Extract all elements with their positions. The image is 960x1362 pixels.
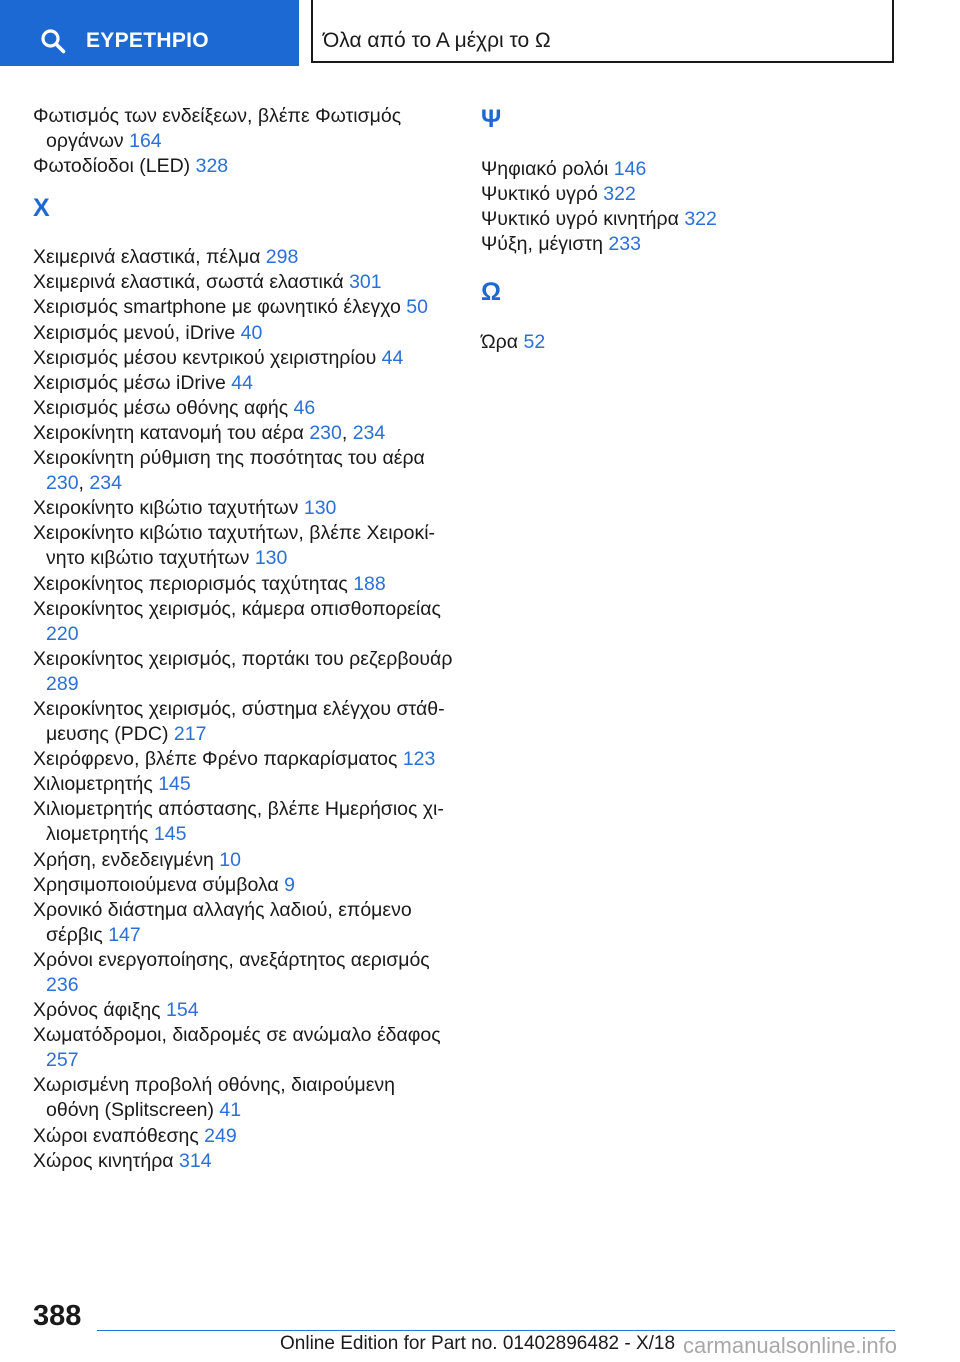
index-entry-term: Χωρισμένη προβολή οθόνης, διαιρούμενη οθόνη (Splitscreen)	[33, 1074, 396, 1122]
page-link[interactable]: 249	[204, 1124, 237, 1147]
index-entry-term: Χειρισμός smartphone με φωνητικό έλεγχο	[33, 296, 401, 319]
index-entry	[33, 104, 453, 154]
page-link[interactable]: 145	[158, 773, 191, 796]
index-entry	[33, 496, 453, 521]
index-entry	[33, 572, 453, 597]
search-icon	[40, 28, 66, 54]
index-entry-term: Χειρισμός μενού, iDrive	[33, 321, 236, 344]
page-link[interactable]: 123	[402, 748, 436, 771]
index-entry-term: Ψυκτικό υγρό	[481, 183, 598, 206]
page-link[interactable]: 322	[603, 183, 636, 206]
page-link[interactable]: 314	[179, 1149, 212, 1172]
index-entry-term: Χειρόφρενο, βλέπε Φρένο παρκαρίσματος	[33, 748, 398, 771]
index-entry: Χειροκίνητη ρύθμιση της ποσότητας του αέρα 230, 234	[33, 447, 425, 495]
index-entry	[33, 346, 453, 371]
index-entry	[33, 295, 453, 320]
index-entry-term: Χειρισμός μέσου κεντρικού χειριστηρίου	[33, 346, 377, 369]
index-entry	[33, 873, 453, 898]
page-link[interactable]: 220	[46, 622, 79, 645]
index-entry	[33, 948, 453, 998]
page-link[interactable]: 40	[240, 321, 263, 344]
page-link[interactable]: 130	[303, 497, 337, 520]
index-entry	[33, 1073, 453, 1123]
page-link[interactable]: 50	[406, 296, 428, 319]
page-link[interactable]: 236	[46, 974, 79, 996]
index-entry	[33, 270, 453, 295]
index-entry	[33, 154, 453, 179]
page-link[interactable]: 44	[231, 371, 253, 394]
page-link[interactable]: 188	[353, 572, 386, 595]
index-entry-term: Ψηφιακό ρολόι	[481, 158, 609, 180]
page-link[interactable]: 328	[195, 155, 229, 178]
index-entry: Χειροκίνητη κατανομή του αέρα 230, 234	[33, 421, 386, 444]
index-tab[interactable]	[0, 0, 299, 66]
index-entry-term: Χειρισμός μέσω iDrive	[33, 371, 226, 394]
index-entry	[33, 697, 453, 747]
page-link[interactable]: 301	[349, 271, 382, 294]
index-entry-term: Χειροκίνητη κατανομή του αέρα	[33, 421, 304, 444]
section-title: Όλα από το Α μέχρι το Ω	[323, 29, 551, 52]
index-entry	[481, 207, 901, 232]
index-entry	[33, 521, 453, 571]
index-entry-term: Χειμερινά ελαστικά, σωστά ελαστικά	[33, 271, 344, 294]
index-entry	[33, 797, 453, 847]
page-link[interactable]: 154	[166, 999, 199, 1022]
watermark: carmanualsonline.info	[683, 1333, 898, 1358]
page-link[interactable]: 230	[46, 472, 79, 495]
page-link[interactable]: 257	[46, 1049, 79, 1072]
section-letter: Χ	[33, 194, 50, 223]
page-link[interactable]: 46	[293, 396, 316, 419]
index-entry	[33, 371, 453, 396]
page-link[interactable]: 322	[684, 208, 717, 231]
index-entry-term: Χωματόδρομοι, διαδρομές σε ανώμαλο έδαφος	[33, 1024, 441, 1047]
page-link[interactable]: 10	[219, 848, 241, 871]
section-title-box	[311, 0, 894, 63]
index-entry-term: Χιλιομετρητής απόστασης, βλέπε Ημερήσιος χιλιομετρητής	[33, 798, 444, 846]
page-link[interactable]: 44	[381, 346, 404, 369]
index-entry-term: Ψύξη, μέγιστη	[481, 233, 603, 256]
index-entry-term: Χρόνοι ενεργοποίησης, ανεξάρτητος αερισμός	[33, 948, 430, 971]
page-link[interactable]: 164	[129, 130, 162, 153]
index-tab-label: ΕΥΡΕΤΗΡΙΟ	[86, 29, 209, 52]
page-link[interactable]: 145	[153, 823, 187, 846]
index-entry-term: Χειροκίνητος χειρισμός, κάμερα οπισθοπορείας	[33, 597, 441, 620]
index-entry	[33, 898, 453, 948]
index-entry	[33, 597, 453, 647]
edition-text: Online Edition for Part no. 01402896482 - X/18	[280, 1333, 676, 1354]
index-entry	[481, 157, 901, 182]
index-entry	[481, 182, 901, 207]
index-entry-term: Χειμερινά ελαστικά, πέλμα	[33, 246, 261, 269]
index-entry-term: Ώρα	[481, 331, 519, 354]
page-link[interactable]: 146	[613, 158, 647, 180]
index-entry	[33, 396, 453, 421]
index-entry-term: Φωτισμός των ενδείξεων, βλέπε Φωτισμός οργάνων	[33, 105, 402, 153]
index-entry	[33, 1023, 453, 1073]
index-entry	[33, 747, 453, 772]
index-column-left	[33, 104, 453, 1174]
page-link[interactable]: 130	[254, 547, 288, 570]
page-link[interactable]: 234	[352, 421, 386, 444]
index-entry	[481, 330, 901, 355]
index-entry	[33, 998, 453, 1023]
index-entry-term: Χώρος κινητήρα	[33, 1149, 174, 1172]
section-letter: Ψ	[481, 105, 502, 133]
page-link[interactable]: 289	[46, 672, 79, 695]
index-entry-term: Χειροκίνητο κιβώτιο ταχυτήτων, βλέπε Χειροκίνητο κιβώτιο ταχυτήτων	[33, 522, 436, 570]
footer-divider	[97, 1330, 895, 1331]
page-link[interactable]: 230	[309, 421, 342, 444]
index-entry	[33, 848, 453, 873]
index-entry-term: Χειροκίνητος χειρισμός, πορτάκι του ρεζερβουάρ	[33, 647, 453, 670]
page-link[interactable]: 52	[523, 331, 546, 354]
index-entry	[33, 772, 453, 797]
page-link[interactable]: 234	[89, 472, 122, 495]
index-entry-term: Χρόνος άφιξης	[33, 999, 161, 1022]
index-entry	[33, 647, 453, 697]
index-entry	[33, 1124, 453, 1149]
index-entry-term: Χρονικό διάστημα αλλαγής λαδιού, επόμενο σέρβις	[33, 898, 412, 946]
index-entry	[481, 232, 901, 257]
index-entry-term: Ψυκτικό υγρό κινητήρα	[481, 208, 679, 231]
page-number: 388	[33, 1300, 82, 1332]
page-link[interactable]: 9	[284, 873, 295, 896]
index-entry-term: Χρήση, ενδεδειγμένη	[33, 848, 214, 871]
page-link[interactable]: 41	[219, 1099, 242, 1122]
page-link[interactable]: 298	[265, 246, 299, 269]
index-entry-term: Χειροκίνητο κιβώτιο ταχυτήτων	[33, 497, 299, 520]
index-entry	[33, 321, 453, 346]
index-entry-term: Χώροι εναπόθεσης	[33, 1124, 199, 1147]
index-entry-term: Χειροκίνητος χειρισμός, σύστημα ελέγχου στάθμευσης (PDC)	[33, 697, 445, 746]
page-link[interactable]: 147	[108, 923, 141, 946]
index-entry-term: Φωτοδίοδοι (LED)	[33, 155, 191, 178]
index-entry-term: Χρησιμοποιούμενα σύμβολα	[33, 873, 279, 896]
index-column-right	[481, 104, 901, 355]
index-entry-term: Χειροκίνητος περιορισμός ταχύτητας	[33, 572, 348, 595]
index-entry-term: Χειροκίνητη ρύθμιση της ποσότητας του αέρα	[33, 447, 425, 470]
page-link[interactable]: 217	[173, 723, 207, 746]
page-link[interactable]: 233	[608, 233, 641, 256]
index-entry	[33, 245, 453, 270]
index-entry-term: Χιλιομετρητής	[33, 773, 153, 796]
section-letter: Ω	[481, 278, 502, 307]
index-entry	[33, 1149, 453, 1174]
index-entry-term: Χειρισμός μέσω οθόνης αφής	[33, 396, 289, 419]
